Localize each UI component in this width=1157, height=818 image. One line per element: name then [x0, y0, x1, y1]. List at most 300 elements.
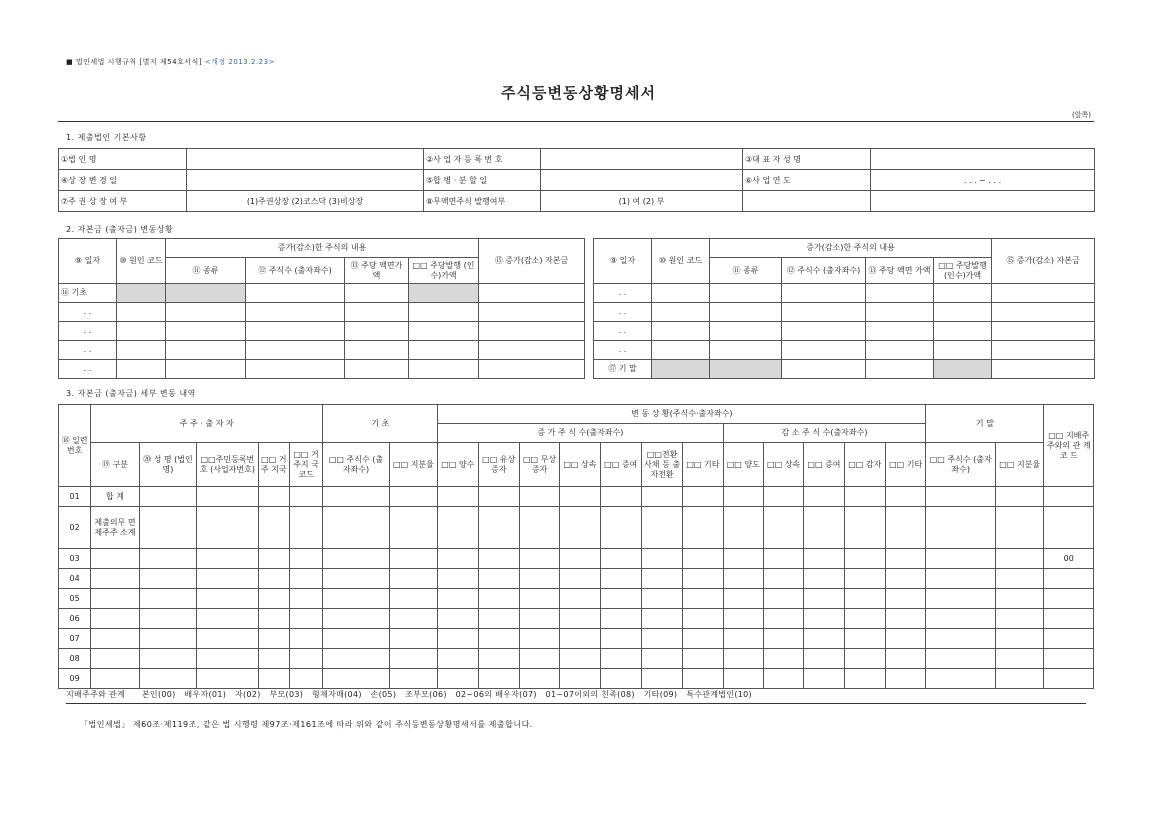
col-header: □□ 양수 — [438, 443, 478, 487]
data-cell[interactable] — [139, 589, 196, 609]
date-dots: . . — [59, 360, 117, 379]
data-cell[interactable] — [600, 629, 641, 649]
form-ref-text: ■ 법인세법 시행규칙 [별지 제54호서식] — [66, 58, 203, 66]
data-cell[interactable] — [926, 589, 996, 609]
data-cell[interactable] — [560, 669, 600, 689]
page-title: 주식등변동상황명세서 — [501, 84, 656, 102]
serial-number: 05 — [59, 589, 91, 609]
data-cell[interactable] — [139, 629, 196, 649]
data-cell[interactable] — [683, 487, 723, 507]
table-row — [59, 629, 1094, 649]
table-row — [59, 569, 1094, 589]
data-cell[interactable] — [641, 629, 682, 649]
data-cell[interactable] — [600, 649, 641, 669]
data-cell[interactable] — [289, 507, 322, 549]
relation-code[interactable] — [1044, 669, 1094, 689]
h-capital: ⑮ 증가(감소) 자본금 — [992, 239, 1095, 284]
data-cell[interactable] — [996, 669, 1044, 689]
table-row — [59, 609, 1094, 629]
field-no-par-options[interactable]: (1) 여 (2) 부 — [541, 191, 743, 212]
data-cell[interactable] — [258, 609, 289, 629]
data-cell[interactable] — [139, 487, 196, 507]
field-merger-date[interactable] — [541, 170, 743, 191]
end-label: ⑰ 기 말 — [594, 360, 652, 379]
table-row — [59, 507, 1094, 549]
legend-item: 01~07이외의 친족(08) — [545, 690, 635, 699]
data-cell[interactable] — [438, 487, 478, 507]
data-cell[interactable] — [389, 629, 437, 649]
data-cell[interactable] — [763, 569, 803, 589]
data-cell[interactable] — [139, 669, 196, 689]
col-header: □□ 주식수 (출자좌수) — [323, 443, 390, 487]
data-cell[interactable] — [478, 609, 519, 629]
data-cell[interactable] — [926, 549, 996, 569]
table-row — [59, 549, 1094, 569]
relation-code[interactable]: 00 — [1044, 549, 1094, 569]
data-cell[interactable] — [723, 507, 763, 549]
data-cell[interactable] — [723, 589, 763, 609]
field-corp-name[interactable] — [187, 149, 424, 170]
data-cell[interactable] — [885, 649, 925, 669]
legend-item: 02~06의 배우자(07) — [455, 690, 537, 699]
field-rep-name[interactable] — [871, 149, 1095, 170]
data-cell[interactable] — [844, 549, 885, 569]
data-cell[interactable] — [844, 569, 885, 589]
data-cell[interactable] — [996, 507, 1044, 549]
legend-item: 본인(00) — [141, 690, 176, 699]
data-cell[interactable] — [763, 549, 803, 569]
legend-item: 형제자매(04) — [312, 690, 362, 699]
data-cell[interactable] — [926, 507, 996, 549]
data-cell[interactable] — [560, 507, 600, 549]
data-cell[interactable] — [323, 649, 390, 669]
data-cell[interactable] — [641, 507, 682, 549]
serial-number: 04 — [59, 569, 91, 589]
col-header: □□ 지분율 — [996, 443, 1044, 487]
data-cell[interactable] — [600, 589, 641, 609]
data-cell[interactable] — [996, 589, 1044, 609]
data-cell[interactable] — [519, 549, 559, 569]
data-cell[interactable] — [323, 669, 390, 689]
data-cell[interactable] — [641, 609, 682, 629]
data-cell[interactable] — [258, 569, 289, 589]
data-cell[interactable] — [926, 569, 996, 589]
h-end: 기 말 — [926, 405, 1044, 443]
data-cell[interactable] — [389, 609, 437, 629]
data-cell[interactable] — [258, 649, 289, 669]
data-cell[interactable] — [844, 629, 885, 649]
data-cell[interactable] — [723, 569, 763, 589]
data-cell[interactable] — [438, 589, 478, 609]
category-cell[interactable] — [91, 629, 139, 649]
data-cell[interactable] — [804, 589, 844, 609]
data-cell[interactable] — [885, 609, 925, 629]
data-cell[interactable] — [258, 549, 289, 569]
category-cell[interactable]: 합 계 — [91, 487, 139, 507]
divider — [58, 121, 1094, 122]
col-header: □□ 기타 — [683, 443, 723, 487]
label-listed: ⑦주 권 상 장 여 부 — [59, 191, 187, 212]
data-cell[interactable] — [641, 569, 682, 589]
data-cell[interactable] — [683, 609, 723, 629]
h-change: 변 동 상 황(주식수·출자좌수) — [438, 405, 926, 424]
data-cell[interactable] — [641, 549, 682, 569]
col-header: □□전환 사채 등 출자전환 — [641, 443, 682, 487]
h-group: 증가(감소)한 주식의 내용 — [710, 239, 992, 258]
data-cell[interactable] — [478, 569, 519, 589]
data-cell[interactable] — [289, 487, 322, 507]
data-cell[interactable] — [323, 629, 390, 649]
relation-code[interactable] — [1044, 609, 1094, 629]
amend-date: <개정 2013.2.23> — [204, 58, 275, 66]
data-cell[interactable] — [844, 669, 885, 689]
data-cell[interactable] — [197, 629, 259, 649]
serial-number: 01 — [59, 487, 91, 507]
h-par: ⑬ 주당 액면가액 — [345, 258, 409, 284]
table-row — [59, 649, 1094, 669]
data-cell[interactable] — [804, 507, 844, 549]
data-cell[interactable] — [996, 609, 1044, 629]
col-header: ⑳ 성 명 (법인명) — [139, 443, 196, 487]
data-cell[interactable] — [389, 487, 437, 507]
data-cell[interactable] — [600, 609, 641, 629]
data-cell[interactable] — [885, 549, 925, 569]
category-cell[interactable] — [91, 569, 139, 589]
data-cell[interactable] — [438, 549, 478, 569]
field-listed-options[interactable]: (1)주권상장 (2)코스닥 (3)비상장 — [187, 191, 424, 212]
label-biz-number: ②사 업 자 등 록 번 호 — [424, 149, 541, 170]
category-cell[interactable] — [91, 589, 139, 609]
date-dots: . . — [594, 341, 652, 360]
data-cell[interactable] — [519, 649, 559, 669]
data-cell[interactable] — [519, 609, 559, 629]
data-cell[interactable] — [683, 649, 723, 669]
h-issue: □□ 주당발행 (인수)가액 — [934, 258, 992, 284]
data-cell[interactable] — [438, 669, 478, 689]
data-cell[interactable] — [197, 487, 259, 507]
data-cell[interactable] — [139, 507, 196, 549]
table-row — [59, 589, 1094, 609]
col-header: □□ 감자 — [844, 443, 885, 487]
label-rep-name: ③대 표 자 성 명 — [743, 149, 871, 170]
data-cell[interactable] — [804, 609, 844, 629]
data-cell[interactable] — [258, 487, 289, 507]
data-cell[interactable] — [323, 549, 390, 569]
category-cell[interactable] — [91, 549, 139, 569]
data-cell[interactable] — [197, 549, 259, 569]
col-header: □□ 양도 — [723, 443, 763, 487]
data-cell[interactable] — [389, 507, 437, 549]
data-cell[interactable] — [723, 669, 763, 689]
data-cell[interactable] — [389, 649, 437, 669]
section3-title: 3. 자본금 (출자금) 세부 변동 내역 — [66, 389, 196, 398]
data-cell[interactable] — [323, 569, 390, 589]
h-issue: □□ 주당발행 (인수)가액 — [409, 258, 479, 284]
data-cell[interactable] — [478, 629, 519, 649]
data-cell[interactable] — [641, 589, 682, 609]
data-cell[interactable] — [323, 507, 390, 549]
relation-code[interactable] — [1044, 569, 1094, 589]
data-cell[interactable] — [258, 507, 289, 549]
h-group: 증가(감소)한 주식의 내용 — [166, 239, 479, 258]
legend-item: 특수관계법인(10) — [686, 690, 752, 699]
col-header: □□주민등록번호 (사업자번호) — [197, 443, 259, 487]
data-cell[interactable] — [844, 487, 885, 507]
label-listing-change: ④상 장 변 경 일 — [59, 170, 187, 191]
table-row — [59, 669, 1094, 689]
date-dots: . . — [59, 341, 117, 360]
data-cell[interactable] — [197, 649, 259, 669]
data-cell[interactable] — [197, 507, 259, 549]
data-cell[interactable] — [763, 649, 803, 669]
data-cell[interactable] — [996, 629, 1044, 649]
h-cause: ⑩ 원인 코드 — [117, 239, 166, 284]
data-cell[interactable] — [600, 507, 641, 549]
data-cell[interactable] — [600, 669, 641, 689]
label-no-par: ⑧무액면주식 발행여부 — [424, 191, 541, 212]
data-cell[interactable] — [763, 669, 803, 689]
data-cell[interactable] — [763, 487, 803, 507]
basic-row — [59, 149, 1095, 170]
data-cell[interactable] — [289, 609, 322, 629]
data-cell[interactable] — [996, 549, 1044, 569]
data-cell[interactable] — [258, 669, 289, 689]
data-cell[interactable] — [560, 609, 600, 629]
data-cell[interactable] — [519, 629, 559, 649]
h-date: ⑨ 일자 — [594, 239, 652, 284]
data-cell[interactable] — [600, 549, 641, 569]
field-fiscal-year[interactable]: . . . ~ . . . — [871, 170, 1095, 191]
data-cell[interactable] — [258, 589, 289, 609]
basic-row — [59, 170, 1095, 191]
data-cell[interactable] — [478, 669, 519, 689]
data-cell[interactable] — [723, 629, 763, 649]
data-cell[interactable] — [438, 609, 478, 629]
data-cell[interactable] — [519, 589, 559, 609]
h-begin: 기 초 — [323, 405, 438, 443]
data-cell[interactable] — [323, 487, 390, 507]
data-cell[interactable] — [258, 629, 289, 649]
data-cell[interactable] — [804, 487, 844, 507]
basic-info-table — [58, 148, 1095, 212]
data-cell[interactable] — [139, 649, 196, 669]
data-cell[interactable] — [519, 507, 559, 549]
legend-item: 지배주주와 관계 — [66, 690, 126, 699]
data-cell[interactable] — [197, 569, 259, 589]
h-kind: ⑪ 종류 — [166, 258, 246, 284]
h-increase: 증 가 주 식 수(출자좌수) — [438, 424, 723, 443]
data-cell[interactable] — [560, 569, 600, 589]
data-cell[interactable] — [478, 487, 519, 507]
data-cell[interactable] — [996, 487, 1044, 507]
data-cell[interactable] — [996, 649, 1044, 669]
label-corp-name: ①법 인 명 — [59, 149, 187, 170]
data-cell[interactable] — [323, 609, 390, 629]
data-cell[interactable] — [885, 507, 925, 549]
data-cell[interactable] — [885, 569, 925, 589]
data-cell[interactable] — [926, 649, 996, 669]
data-cell[interactable] — [885, 589, 925, 609]
date-dots: . . — [59, 303, 117, 322]
data-cell[interactable] — [323, 589, 390, 609]
data-cell[interactable] — [197, 669, 259, 689]
category-cell[interactable]: 제출의무 면제주주 소계 — [91, 507, 139, 549]
data-cell[interactable] — [996, 569, 1044, 589]
data-cell[interactable] — [197, 609, 259, 629]
data-cell[interactable] — [389, 589, 437, 609]
data-cell[interactable] — [289, 669, 322, 689]
data-cell[interactable] — [139, 569, 196, 589]
data-cell[interactable] — [289, 589, 322, 609]
data-cell[interactable] — [683, 629, 723, 649]
data-cell[interactable] — [926, 487, 996, 507]
h-holder: 주 주 · 출 자 자 — [91, 405, 323, 443]
data-cell[interactable] — [560, 629, 600, 649]
data-cell[interactable] — [723, 649, 763, 669]
data-cell[interactable] — [560, 549, 600, 569]
data-cell[interactable] — [804, 649, 844, 669]
data-cell[interactable] — [844, 589, 885, 609]
col-header: □□ 지분율 — [389, 443, 437, 487]
field-biz-number[interactable] — [541, 149, 743, 170]
data-cell[interactable] — [804, 549, 844, 569]
form-reference — [66, 57, 275, 67]
data-cell[interactable] — [560, 589, 600, 609]
data-cell[interactable] — [197, 589, 259, 609]
data-cell[interactable] — [289, 549, 322, 569]
data-cell[interactable] — [885, 487, 925, 507]
col-header: □□ 유상증자 — [478, 443, 519, 487]
data-cell[interactable] — [289, 649, 322, 669]
data-cell[interactable] — [844, 609, 885, 629]
category-cell[interactable] — [91, 669, 139, 689]
legend-item: 자(02) — [234, 690, 261, 699]
data-cell[interactable] — [519, 487, 559, 507]
relation-code[interactable] — [1044, 629, 1094, 649]
data-cell[interactable] — [723, 487, 763, 507]
data-cell[interactable] — [139, 609, 196, 629]
col-header: □□ 거주 지국 — [258, 443, 289, 487]
data-cell[interactable] — [600, 487, 641, 507]
data-cell[interactable] — [763, 609, 803, 629]
serial-number: 02 — [59, 507, 91, 549]
data-cell[interactable] — [389, 569, 437, 589]
col-header: □□ 상속 — [560, 443, 600, 487]
relation-code[interactable] — [1044, 507, 1094, 549]
serial-number: 09 — [59, 669, 91, 689]
date-dots: . . — [594, 303, 652, 322]
data-cell[interactable] — [926, 669, 996, 689]
capital-change-left — [58, 238, 585, 379]
data-cell[interactable] — [519, 569, 559, 589]
data-cell[interactable] — [683, 669, 723, 689]
data-cell[interactable] — [641, 649, 682, 669]
legend-item: 조부모(06) — [405, 690, 447, 699]
data-cell[interactable] — [478, 649, 519, 669]
section2-title: 2. 자본금 (출자금) 변동상황 — [66, 225, 174, 234]
relation-code[interactable] — [1044, 487, 1094, 507]
data-cell[interactable] — [723, 549, 763, 569]
data-cell[interactable] — [641, 487, 682, 507]
data-cell[interactable] — [763, 589, 803, 609]
page-mark: (앞쪽) — [1072, 111, 1091, 119]
h-decrease: 감 소 주 식 수(출자좌수) — [723, 424, 926, 443]
col-header: ⑲ 구분 — [91, 443, 139, 487]
data-cell[interactable] — [683, 589, 723, 609]
data-cell[interactable] — [844, 507, 885, 549]
data-cell[interactable] — [289, 569, 322, 589]
data-cell[interactable] — [804, 569, 844, 589]
h-capital: ⑮ 증가(감소) 자본금 — [479, 239, 585, 284]
data-cell[interactable] — [804, 629, 844, 649]
data-cell[interactable] — [926, 629, 996, 649]
data-cell[interactable] — [641, 669, 682, 689]
data-cell[interactable] — [438, 569, 478, 589]
serial-number: 06 — [59, 609, 91, 629]
relation-code[interactable] — [1044, 649, 1094, 669]
data-cell[interactable] — [560, 649, 600, 669]
category-cell[interactable] — [91, 649, 139, 669]
serial-number: 08 — [59, 649, 91, 669]
empty-cell — [743, 191, 871, 212]
submission-statement: 「법인세법」 제60조·제119조, 같은 법 시행령 제97조·제161조에 따라 위와 같이 주식등변동상황명세서를 제출합니다. — [80, 720, 533, 729]
data-cell[interactable] — [683, 569, 723, 589]
data-cell[interactable] — [389, 549, 437, 569]
data-cell[interactable] — [844, 649, 885, 669]
data-cell[interactable] — [519, 669, 559, 689]
detail-table — [58, 404, 1094, 689]
label-merger-date: ⑤합 병 · 분 할 일 — [424, 170, 541, 191]
data-cell[interactable] — [438, 507, 478, 549]
data-cell[interactable] — [438, 649, 478, 669]
data-cell[interactable] — [438, 629, 478, 649]
data-cell[interactable] — [389, 669, 437, 689]
serial-number: 03 — [59, 549, 91, 569]
data-cell[interactable] — [478, 507, 519, 549]
legend-item: 기타(09) — [643, 690, 678, 699]
data-cell[interactable] — [139, 549, 196, 569]
data-cell[interactable] — [885, 669, 925, 689]
table-row — [59, 487, 1094, 507]
h-kind: ⑪ 종류 — [710, 258, 782, 284]
serial-number: 07 — [59, 629, 91, 649]
legend-item: 손(05) — [370, 690, 397, 699]
h-par: ⑬ 주당 액면 가액 — [866, 258, 934, 284]
h-shares: ⑫ 주식수 (출자좌수) — [246, 258, 345, 284]
col-header: □□ 기타 — [885, 443, 925, 487]
category-cell[interactable] — [91, 609, 139, 629]
empty-cell — [871, 191, 1095, 212]
col-header: □□ 무상증자 — [519, 443, 559, 487]
field-listing-change[interactable] — [187, 170, 424, 191]
data-cell[interactable] — [683, 549, 723, 569]
data-cell[interactable] — [723, 609, 763, 629]
data-cell[interactable] — [560, 487, 600, 507]
relation-code[interactable] — [1044, 589, 1094, 609]
data-cell[interactable] — [289, 629, 322, 649]
data-cell[interactable] — [763, 629, 803, 649]
data-cell[interactable] — [885, 629, 925, 649]
data-cell[interactable] — [478, 549, 519, 569]
data-cell[interactable] — [683, 507, 723, 549]
legend-item: 배우자(01) — [184, 690, 227, 699]
data-cell[interactable] — [763, 507, 803, 549]
legend-item: 부모(03) — [269, 690, 304, 699]
data-cell[interactable] — [926, 609, 996, 629]
data-cell[interactable] — [478, 589, 519, 609]
data-cell[interactable] — [804, 669, 844, 689]
data-cell[interactable] — [600, 569, 641, 589]
